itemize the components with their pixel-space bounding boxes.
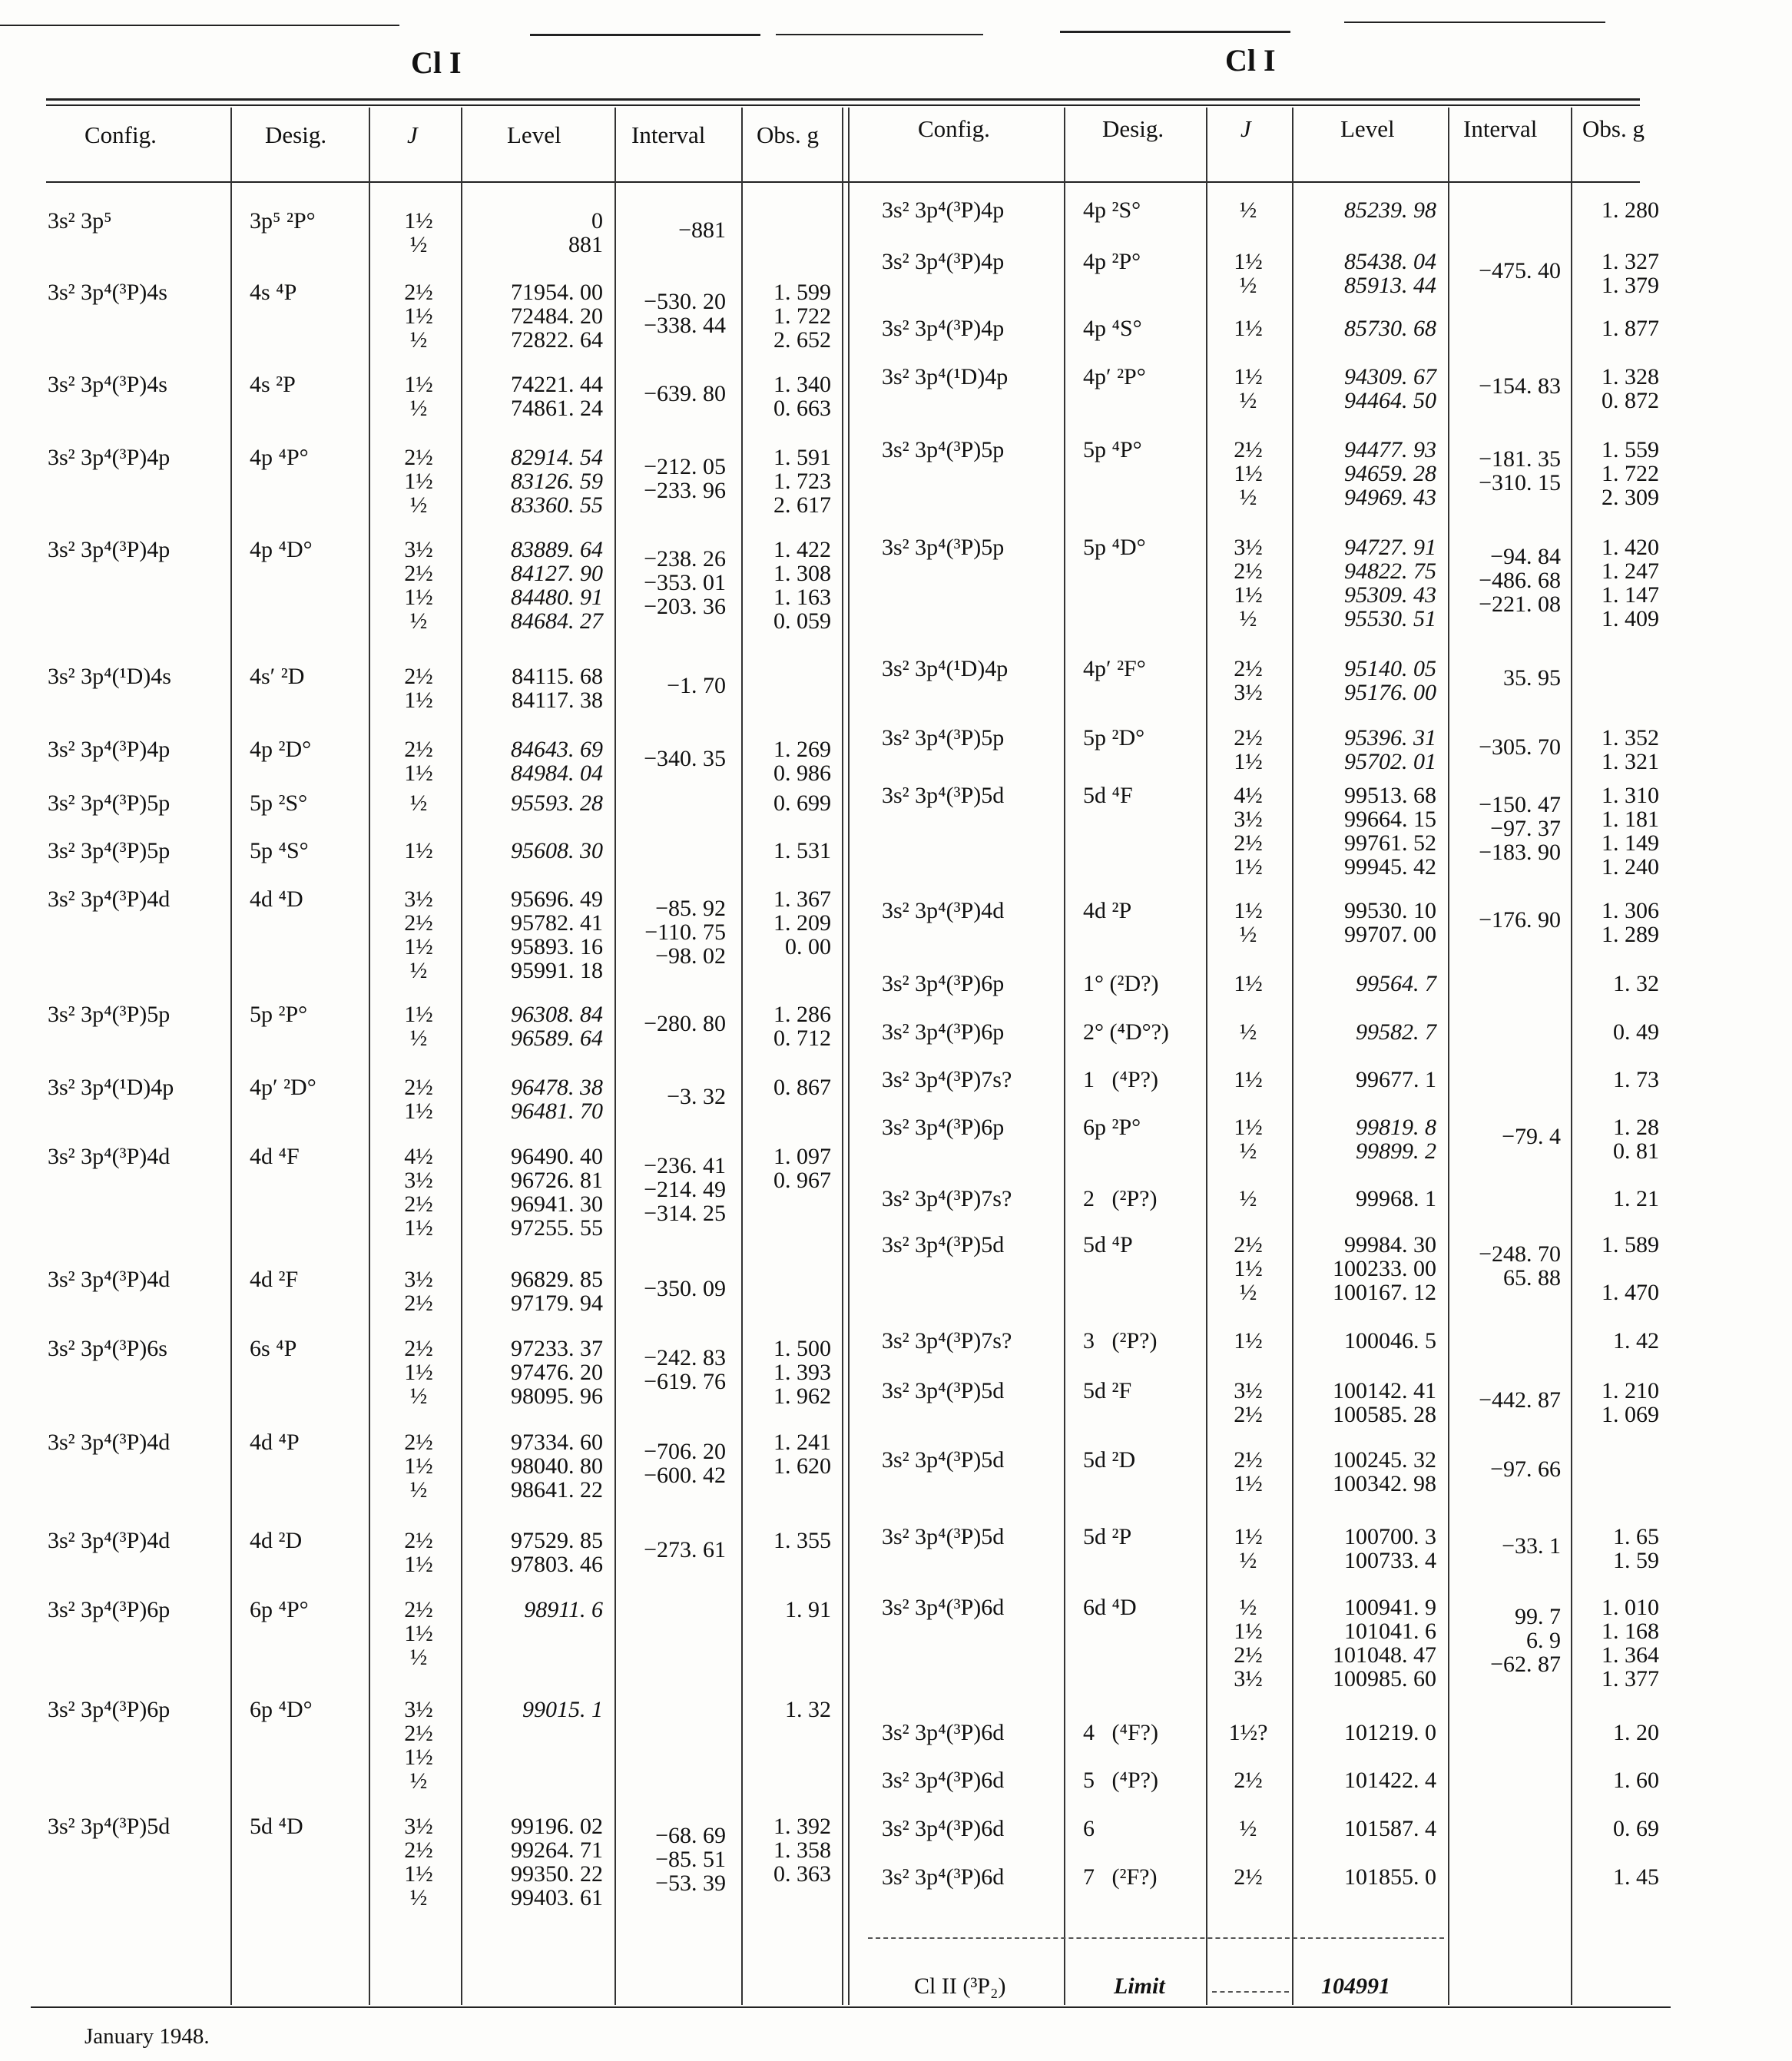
right-obs-g-cell: 0. 69 bbox=[1613, 1816, 1659, 1841]
sep-left-5 bbox=[741, 108, 743, 2005]
left-level-cell: 97233. 37 97476. 20 98095. 96 bbox=[511, 1336, 603, 1409]
right-interval-cell: −33. 1 bbox=[1502, 1533, 1561, 1559]
right-designation-cell: 5d ²D bbox=[1083, 1447, 1136, 1473]
left-config-cell: 3s² 3p⁴(³P)4d bbox=[48, 1267, 171, 1292]
right-interval-cell: 99. 7 6. 9 −62. 87 bbox=[1490, 1604, 1561, 1677]
sep-left-1 bbox=[230, 108, 232, 2005]
right-interval-cell: −475. 40 bbox=[1479, 258, 1561, 283]
left-level-cell: 99196. 02 99264. 71 99350. 22 99403. 61 bbox=[511, 1814, 603, 1910]
right-level-cell: 99984. 30 100233. 00 100167. 12 bbox=[1333, 1232, 1436, 1305]
right-j-value-cell: 2½ 1½ bbox=[1234, 1447, 1263, 1496]
sep-left-3 bbox=[461, 108, 462, 2005]
left-config-cell: 3s² 3p⁴(³P)4d bbox=[48, 1144, 171, 1169]
right-level-cell: 99582. 7 bbox=[1356, 1019, 1436, 1045]
right-level-cell: 94727. 91 94822. 75 95309. 43 95530. 51 bbox=[1344, 535, 1436, 631]
right-obs-g-cell: 1. 310 1. 181 1. 149 1. 240 bbox=[1602, 783, 1659, 880]
left-config-cell: 3s² 3p⁴(³P)4s bbox=[48, 372, 167, 397]
left-designation-cell: 4s ⁴P bbox=[250, 280, 297, 305]
right-level-cell: 100700. 3 100733. 4 bbox=[1344, 1524, 1436, 1573]
right-j-value-cell: 2½ 1½ bbox=[1234, 725, 1263, 774]
right-interval-cell: −181. 35 −310. 15 bbox=[1479, 446, 1561, 495]
right-j-value-cell: ½ bbox=[1239, 1186, 1257, 1211]
right-config-cell: 3s² 3p⁴(³P)4p bbox=[882, 249, 1005, 274]
left-designation-cell: 4p ⁴D° bbox=[250, 537, 313, 562]
right-level-cell: 94477. 93 94659. 28 94969. 43 bbox=[1344, 437, 1436, 510]
right-j-value-cell: 1½ ½ bbox=[1234, 1115, 1263, 1164]
left-config-cell: 3s² 3p⁴(³P)4p bbox=[48, 537, 171, 562]
left-obs-g-cell: 1. 599 1. 722 2. 652 bbox=[773, 280, 831, 353]
left-designation-cell: 4d ⁴F bbox=[250, 1144, 300, 1169]
left-obs-g-cell: 1. 367 1. 209 0. 00 bbox=[773, 886, 831, 959]
right-config-cell: 3s² 3p⁴(³P)7s? bbox=[882, 1186, 1012, 1211]
right-config-cell: 3s² 3p⁴(³P)4p bbox=[882, 197, 1005, 223]
right-config-cell: 3s² 3p⁴(³P)5d bbox=[882, 783, 1005, 808]
left-config-cell: 3s² 3p⁴(³P)4d bbox=[48, 1430, 171, 1455]
right-j-value-cell: ½ bbox=[1239, 1816, 1257, 1841]
right-j-value-cell: 1½ bbox=[1234, 1067, 1263, 1092]
right-level-cell: 85239. 98 bbox=[1344, 197, 1436, 223]
left-level-cell: 82914. 54 83126. 59 83360. 55 bbox=[511, 445, 603, 518]
left-obs-g-cell: 1. 32 bbox=[785, 1697, 831, 1722]
right-level-cell: 85730. 68 bbox=[1344, 316, 1436, 341]
limit-dash-2 bbox=[1212, 1991, 1289, 1993]
sep-left-2 bbox=[369, 108, 370, 2005]
header-top-rule bbox=[46, 98, 1640, 101]
left-designation-cell: 4d ⁴P bbox=[250, 1430, 300, 1455]
right-config-cell: 3s² 3p⁴(³P)6p bbox=[882, 971, 1005, 996]
right-j-value-cell: 2½ bbox=[1234, 1768, 1263, 1793]
right-config-cell: 3s² 3p⁴(³P)5p bbox=[882, 725, 1005, 751]
right-designation-cell: 3 (²P?) bbox=[1083, 1328, 1158, 1354]
left-j-value-cell: 2½ 1½ bbox=[404, 664, 433, 713]
right-level-cell: 101587. 4 bbox=[1344, 1816, 1436, 1841]
right-designation-cell: 4p′ ²P° bbox=[1083, 364, 1146, 389]
left-config-cell: 3s² 3p⁴(³P)4d bbox=[48, 1528, 171, 1553]
left-config-cell: 3s² 3p⁴(¹D)4p bbox=[48, 1075, 174, 1100]
right-level-cell: 85438. 04 85913. 44 bbox=[1344, 249, 1436, 298]
left-config-cell: 3s² 3p⁴(³P)6p bbox=[48, 1697, 171, 1722]
right-designation-cell: 2 (²P?) bbox=[1083, 1186, 1158, 1211]
right-level-cell: 101855. 0 bbox=[1344, 1864, 1436, 1890]
left-level-cell: 95608. 30 bbox=[511, 838, 603, 863]
left-interval-cell: −212. 05 −233. 96 bbox=[644, 454, 726, 503]
left-table-title: Cl I bbox=[411, 45, 462, 80]
left-j-value-cell: 4½ 3½ 2½ 1½ bbox=[404, 1144, 433, 1241]
right-obs-g-cell: 1. 328 0. 872 bbox=[1602, 364, 1659, 413]
left-level-cell: 84115. 68 84117. 38 bbox=[512, 664, 603, 713]
sep-right-1 bbox=[1064, 108, 1065, 2005]
left-obs-g-cell: 1. 531 bbox=[773, 838, 831, 863]
right-config-cell: 3s² 3p⁴(³P)6p bbox=[882, 1019, 1005, 1045]
sep-right-3 bbox=[1292, 108, 1293, 2005]
left-interval-cell: −3. 32 bbox=[667, 1084, 726, 1109]
hdr-g-left: Obs. g bbox=[757, 121, 819, 148]
right-interval-cell: −94. 84 −486. 68 −221. 08 bbox=[1479, 544, 1561, 617]
left-j-value-cell: 2½ 1½ bbox=[404, 737, 433, 786]
left-config-cell: 3s² 3p⁴(³P)4s bbox=[48, 280, 167, 305]
left-interval-cell: −639. 80 bbox=[644, 381, 726, 406]
right-obs-g-cell: 1. 73 bbox=[1613, 1067, 1659, 1092]
left-config-cell: 3s² 3p⁴(³P)5p bbox=[48, 838, 171, 863]
left-obs-g-cell: 1. 097 0. 967 bbox=[773, 1144, 831, 1193]
sep-mid-a bbox=[842, 108, 843, 2005]
left-interval-cell: −242. 83 −619. 76 bbox=[644, 1345, 726, 1394]
right-interval-cell: −154. 83 bbox=[1479, 373, 1561, 399]
right-j-value-cell: 1½ ½ bbox=[1234, 364, 1263, 413]
right-j-value-cell: 2½ bbox=[1234, 1864, 1263, 1890]
right-interval-cell: −248. 70 65. 88 bbox=[1479, 1241, 1561, 1291]
footer-date: January 1948. bbox=[84, 2024, 210, 2049]
right-designation-cell: 4 (⁴F?) bbox=[1083, 1720, 1158, 1745]
right-designation-cell: 1° (²D?) bbox=[1083, 971, 1159, 996]
right-level-cell: 101422. 4 bbox=[1344, 1768, 1436, 1793]
left-designation-cell: 4d ²D bbox=[250, 1528, 303, 1553]
right-level-cell: 95396. 31 95702. 01 bbox=[1344, 725, 1436, 774]
left-config-cell: 3s² 3p⁴(³P)5d bbox=[48, 1814, 171, 1839]
right-j-value-cell: 1½ bbox=[1234, 1328, 1263, 1354]
left-interval-cell: −340. 35 bbox=[644, 746, 726, 771]
hdr-interval-right: Interval bbox=[1463, 115, 1538, 142]
right-level-cell: 100941. 9 101041. 6 101048. 47 100985. 60 bbox=[1333, 1595, 1436, 1692]
right-j-value-cell: ½ bbox=[1239, 1019, 1257, 1045]
left-obs-g-cell: 1. 91 bbox=[785, 1597, 831, 1622]
right-config-cell: 3s² 3p⁴(³P)7s? bbox=[882, 1328, 1012, 1354]
right-level-cell: 100245. 32 100342. 98 bbox=[1333, 1447, 1436, 1496]
left-level-cell: 99015. 1 bbox=[522, 1697, 603, 1722]
left-designation-cell: 3p⁵ ²P° bbox=[250, 208, 316, 234]
right-config-cell: 3s² 3p⁴(³P)6d bbox=[882, 1768, 1005, 1793]
left-interval-cell: −68. 69 −85. 51 −53. 39 bbox=[655, 1823, 726, 1896]
right-obs-g-cell: 1. 60 bbox=[1613, 1768, 1659, 1793]
right-designation-cell: 5d ²F bbox=[1083, 1378, 1132, 1403]
right-obs-g-cell: 1. 28 0. 81 bbox=[1613, 1115, 1659, 1164]
right-j-value-cell: 1½ ½ bbox=[1234, 249, 1263, 298]
left-level-cell: 96478. 38 96481. 70 bbox=[511, 1075, 603, 1124]
right-level-cell: 94309. 67 94464. 50 bbox=[1344, 364, 1436, 413]
left-interval-cell: −280. 80 bbox=[644, 1011, 726, 1036]
right-config-cell: 3s² 3p⁴(³P)5p bbox=[882, 535, 1005, 560]
left-level-cell: 71954. 00 72484. 20 72822. 64 bbox=[511, 280, 603, 353]
left-level-cell: 96490. 40 96726. 81 96941. 30 97255. 55 bbox=[511, 1144, 603, 1241]
left-config-cell: 3s² 3p⁴(³P)5p bbox=[48, 1002, 171, 1027]
right-obs-g-cell: 1. 589 1. 470 bbox=[1602, 1232, 1659, 1305]
left-level-cell: 97529. 85 97803. 46 bbox=[511, 1528, 603, 1577]
limit-level: 104991 bbox=[1321, 1973, 1390, 1999]
left-level-cell: 0 881 bbox=[568, 208, 603, 257]
left-obs-g-cell: 1. 422 1. 308 1. 163 0. 059 bbox=[773, 537, 831, 634]
limit-config: Cl II (³P₂) bbox=[914, 1973, 1006, 1999]
left-interval-cell: −530. 20 −338. 44 bbox=[644, 289, 726, 338]
left-level-cell: 84643. 69 84984. 04 bbox=[511, 737, 603, 786]
left-obs-g-cell: 1. 340 0. 663 bbox=[773, 372, 831, 421]
left-j-value-cell: ½ bbox=[409, 790, 428, 816]
right-config-cell: 3s² 3p⁴(³P)6d bbox=[882, 1816, 1005, 1841]
right-config-cell: 3s² 3p⁴(³P)6d bbox=[882, 1864, 1005, 1890]
right-obs-g-cell: 1. 877 bbox=[1602, 316, 1659, 341]
right-designation-cell: 6p ²P° bbox=[1083, 1115, 1141, 1140]
right-j-value-cell: 1½? bbox=[1228, 1720, 1268, 1745]
right-obs-g-cell: 1. 010 1. 168 1. 364 1. 377 bbox=[1602, 1595, 1659, 1692]
right-level-cell: 99819. 8 99899. 2 bbox=[1356, 1115, 1436, 1164]
left-designation-cell: 5p ²P° bbox=[250, 1002, 308, 1027]
left-j-value-cell: 3½ 2½ 1½ ½ bbox=[404, 1697, 433, 1794]
left-config-cell: 3s² 3p⁴(³P)6p bbox=[48, 1597, 171, 1622]
hdr-j-right: J bbox=[1240, 115, 1251, 142]
right-obs-g-cell: 1. 42 bbox=[1613, 1328, 1659, 1354]
right-obs-g-cell: 1. 45 bbox=[1613, 1864, 1659, 1890]
left-designation-cell: 4d ⁴D bbox=[250, 886, 303, 912]
sep-left-4 bbox=[614, 108, 616, 2005]
right-designation-cell: 1 (⁴P?) bbox=[1083, 1067, 1158, 1092]
hdr-desig-left: Desig. bbox=[265, 121, 327, 148]
right-level-cell: 99513. 68 99664. 15 99761. 52 99945. 42 bbox=[1344, 783, 1436, 880]
left-config-cell: 3s² 3p⁴(³P)4d bbox=[48, 886, 171, 912]
right-j-value-cell: 2½ 3½ bbox=[1234, 656, 1263, 705]
right-config-cell: 3s² 3p⁴(³P)6p bbox=[882, 1115, 1005, 1140]
left-level-cell: 96308. 84 96589. 64 bbox=[511, 1002, 603, 1051]
left-j-value-cell: 2½ 1½ ½ bbox=[404, 445, 433, 518]
right-level-cell: 100142. 41 100585. 28 bbox=[1333, 1378, 1436, 1427]
right-obs-g-cell: 1. 20 bbox=[1613, 1720, 1659, 1745]
right-designation-cell: 5d ²P bbox=[1083, 1524, 1132, 1549]
right-designation-cell: 4p ²P° bbox=[1083, 249, 1141, 274]
left-interval-cell: −236. 41 −214. 49 −314. 25 bbox=[644, 1153, 726, 1226]
left-j-value-cell: 1½ bbox=[404, 838, 433, 863]
left-j-value-cell: 2½ 1½ ½ bbox=[404, 280, 433, 353]
right-designation-cell: 4d ²P bbox=[1083, 898, 1132, 923]
right-j-value-cell: 1½ bbox=[1234, 316, 1263, 341]
left-j-value-cell: 3½ 2½ 1½ ½ bbox=[404, 537, 433, 634]
right-j-value-cell: 3½ 2½ 1½ ½ bbox=[1234, 535, 1263, 631]
sep-mid-b bbox=[848, 108, 850, 2005]
right-level-cell: 95140. 05 95176. 00 bbox=[1344, 656, 1436, 705]
right-designation-cell: 6d ⁴D bbox=[1083, 1595, 1137, 1620]
left-designation-cell: 6p ⁴P° bbox=[250, 1597, 309, 1622]
left-obs-g-cell: 0. 867 bbox=[773, 1075, 831, 1100]
right-config-cell: 3s² 3p⁴(³P)6d bbox=[882, 1595, 1005, 1620]
right-designation-cell: 4p ⁴S° bbox=[1083, 316, 1142, 341]
right-designation-cell: 4p ²S° bbox=[1083, 197, 1141, 223]
right-obs-g-cell: 1. 21 bbox=[1613, 1186, 1659, 1211]
left-level-cell: 95696. 49 95782. 41 95893. 16 95991. 18 bbox=[511, 886, 603, 983]
right-designation-cell: 5p ⁴D° bbox=[1083, 535, 1146, 560]
left-level-cell: 96829. 85 97179. 94 bbox=[511, 1267, 603, 1316]
hdr-level-left: Level bbox=[507, 121, 561, 148]
left-interval-cell: −273. 61 bbox=[644, 1537, 726, 1562]
left-j-value-cell: 2½ 1½ ½ bbox=[404, 1597, 433, 1670]
left-config-cell: 3s² 3p⁴(³P)5p bbox=[48, 790, 171, 816]
left-interval-cell: −238. 26 −353. 01 −203. 36 bbox=[644, 546, 726, 619]
header-top-rule-b bbox=[46, 104, 1640, 106]
right-designation-cell: 6 bbox=[1083, 1816, 1095, 1841]
right-designation-cell: 5d ⁴F bbox=[1083, 783, 1133, 808]
left-interval-cell: −350. 09 bbox=[644, 1276, 726, 1301]
left-j-value-cell: 2½ 1½ bbox=[404, 1528, 433, 1577]
left-designation-cell: 5p ⁴S° bbox=[250, 838, 309, 863]
left-j-value-cell: 3½ 2½ 1½ ½ bbox=[404, 1814, 433, 1910]
left-designation-cell: 6p ⁴D° bbox=[250, 1697, 313, 1722]
left-obs-g-cell: 1. 500 1. 393 1. 962 bbox=[773, 1336, 831, 1409]
hdr-config-right: Config. bbox=[918, 115, 990, 142]
right-obs-g-cell: 1. 306 1. 289 bbox=[1602, 898, 1659, 947]
sep-right-2 bbox=[1206, 108, 1207, 2005]
left-level-cell: 83889. 64 84127. 90 84480. 91 84684. 27 bbox=[511, 537, 603, 634]
right-j-value-cell: 2½ 1½ ½ bbox=[1234, 437, 1263, 510]
right-j-value-cell: 3½ 2½ bbox=[1234, 1378, 1263, 1427]
right-interval-cell: −150. 47 −97. 37 −183. 90 bbox=[1479, 792, 1561, 865]
sep-right-5 bbox=[1571, 108, 1572, 2005]
limit-desig: Limit bbox=[1114, 1973, 1165, 1999]
left-interval-cell: −85. 92 −110. 75 −98. 02 bbox=[644, 896, 726, 969]
right-interval-cell: 35. 95 bbox=[1503, 665, 1561, 691]
left-interval-cell: −706. 20 −600. 42 bbox=[644, 1439, 726, 1488]
left-obs-g-cell: 1. 269 0. 986 bbox=[773, 737, 831, 786]
right-obs-g-cell: 1. 559 1. 722 2. 309 bbox=[1602, 437, 1659, 510]
left-j-value-cell: 1½ ½ bbox=[404, 372, 433, 421]
right-j-value-cell: 4½ 3½ 2½ 1½ bbox=[1234, 783, 1263, 880]
right-obs-g-cell: 1. 280 bbox=[1602, 197, 1659, 223]
hdr-config-left: Config. bbox=[84, 121, 157, 148]
left-designation-cell: 6s ⁴P bbox=[250, 1336, 297, 1361]
right-designation-cell: 5 (⁴P?) bbox=[1083, 1768, 1158, 1793]
left-designation-cell: 4p ²D° bbox=[250, 737, 312, 762]
left-config-cell: 3s² 3p⁴(³P)4p bbox=[48, 445, 171, 470]
hdr-level-right: Level bbox=[1340, 115, 1395, 142]
right-j-value-cell: 1½ ½ bbox=[1234, 898, 1263, 947]
hdr-g-right: Obs. g bbox=[1582, 115, 1645, 142]
right-obs-g-cell: 1. 327 1. 379 bbox=[1602, 249, 1659, 298]
right-level-cell: 99677. 1 bbox=[1356, 1067, 1436, 1092]
left-level-cell: 74221. 44 74861. 24 bbox=[511, 372, 603, 421]
right-level-cell: 99530. 10 99707. 00 bbox=[1344, 898, 1436, 947]
left-designation-cell: 4p′ ²D° bbox=[250, 1075, 316, 1100]
left-obs-g-cell: 1. 591 1. 723 2. 617 bbox=[773, 445, 831, 518]
limit-dash-1 bbox=[868, 1937, 1444, 1939]
right-config-cell: 3s² 3p⁴(³P)5d bbox=[882, 1447, 1005, 1473]
right-config-cell: 3s² 3p⁴(¹D)4p bbox=[882, 656, 1009, 681]
right-obs-g-cell: 0. 49 bbox=[1613, 1019, 1659, 1045]
right-j-value-cell: ½ bbox=[1239, 197, 1257, 223]
right-designation-cell: 5p ⁴P° bbox=[1083, 437, 1142, 462]
right-level-cell: 100046. 5 bbox=[1344, 1328, 1436, 1354]
left-config-cell: 3s² 3p⁵ bbox=[48, 208, 112, 234]
left-j-value-cell: 1½ ½ bbox=[404, 1002, 433, 1051]
left-level-cell: 97334. 60 98040. 80 98641. 22 bbox=[511, 1430, 603, 1503]
right-obs-g-cell: 1. 210 1. 069 bbox=[1602, 1378, 1659, 1427]
right-level-cell: 99968. 1 bbox=[1356, 1186, 1436, 1211]
left-j-value-cell: 3½ 2½ bbox=[404, 1267, 433, 1316]
right-obs-g-cell: 1. 65 1. 59 bbox=[1613, 1524, 1659, 1573]
right-interval-cell: −305. 70 bbox=[1479, 734, 1561, 760]
left-config-cell: 3s² 3p⁴(³P)6s bbox=[48, 1336, 167, 1361]
right-config-cell: 3s² 3p⁴(³P)4p bbox=[882, 316, 1005, 341]
right-level-cell: 99564. 7 bbox=[1356, 971, 1436, 996]
right-config-cell: 3s² 3p⁴(³P)5d bbox=[882, 1232, 1005, 1257]
right-config-cell: 3s² 3p⁴(³P)6d bbox=[882, 1720, 1005, 1745]
hdr-j-left: J bbox=[407, 121, 418, 148]
right-j-value-cell: ½ 1½ 2½ 3½ bbox=[1234, 1595, 1263, 1692]
right-interval-cell: −97. 66 bbox=[1490, 1456, 1561, 1482]
right-designation-cell: 5d ⁴P bbox=[1083, 1232, 1133, 1257]
left-obs-g-cell: 1. 241 1. 620 bbox=[773, 1430, 831, 1479]
left-obs-g-cell: 1. 355 bbox=[773, 1528, 831, 1553]
left-j-value-cell: 3½ 2½ 1½ ½ bbox=[404, 886, 433, 983]
left-designation-cell: 4p ⁴P° bbox=[250, 445, 309, 470]
left-config-cell: 3s² 3p⁴(³P)4p bbox=[48, 737, 171, 762]
top-rule-5 bbox=[1344, 22, 1605, 23]
left-j-value-cell: 2½ 1½ ½ bbox=[404, 1430, 433, 1503]
left-designation-cell: 4s′ ²D bbox=[250, 664, 305, 689]
right-designation-cell: 2° (⁴D°?) bbox=[1083, 1019, 1169, 1045]
left-designation-cell: 4s ²P bbox=[250, 372, 296, 397]
left-level-cell: 98911. 6 bbox=[524, 1597, 603, 1622]
right-designation-cell: 4p′ ²F° bbox=[1083, 656, 1146, 681]
top-rule-3 bbox=[776, 34, 983, 35]
right-designation-cell: 5p ²D° bbox=[1083, 725, 1145, 751]
left-obs-g-cell: 1. 392 1. 358 0. 363 bbox=[773, 1814, 831, 1887]
right-config-cell: 3s² 3p⁴(³P)4d bbox=[882, 898, 1005, 923]
top-rule-1 bbox=[0, 25, 399, 26]
left-obs-g-cell: 0. 699 bbox=[773, 790, 831, 816]
right-table-title: Cl I bbox=[1225, 43, 1276, 78]
right-obs-g-cell: 1. 352 1. 321 bbox=[1602, 725, 1659, 774]
right-level-cell: 101219. 0 bbox=[1344, 1720, 1436, 1745]
right-interval-cell: −442. 87 bbox=[1479, 1387, 1561, 1413]
right-config-cell: 3s² 3p⁴(³P)5d bbox=[882, 1378, 1005, 1403]
left-obs-g-cell: 1. 286 0. 712 bbox=[773, 1002, 831, 1051]
right-config-cell: 3s² 3p⁴(¹D)4p bbox=[882, 364, 1009, 389]
sep-right-4 bbox=[1448, 108, 1449, 2005]
right-config-cell: 3s² 3p⁴(³P)5p bbox=[882, 437, 1005, 462]
left-config-cell: 3s² 3p⁴(¹D)4s bbox=[48, 664, 171, 689]
right-obs-g-cell: 1. 420 1. 247 1. 147 1. 409 bbox=[1602, 535, 1659, 631]
left-designation-cell: 4d ²F bbox=[250, 1267, 299, 1292]
right-config-cell: 3s² 3p⁴(³P)7s? bbox=[882, 1067, 1012, 1092]
right-j-value-cell: 2½ 1½ ½ bbox=[1234, 1232, 1263, 1305]
left-j-value-cell: 2½ 1½ ½ bbox=[404, 1336, 433, 1409]
bottom-rule bbox=[31, 2006, 1671, 2008]
hdr-interval-left: Interval bbox=[631, 121, 706, 148]
top-rule-4 bbox=[1060, 31, 1290, 33]
left-interval-cell: −1. 70 bbox=[667, 673, 726, 698]
left-designation-cell: 5d ⁴D bbox=[250, 1814, 303, 1839]
top-rule-2 bbox=[530, 34, 760, 36]
left-interval-cell: −881 bbox=[678, 217, 726, 243]
hdr-desig-right: Desig. bbox=[1102, 115, 1164, 142]
right-interval-cell: −176. 90 bbox=[1479, 907, 1561, 933]
left-j-value-cell: 2½ 1½ bbox=[404, 1075, 433, 1124]
right-designation-cell: 7 (²F?) bbox=[1083, 1864, 1158, 1890]
right-j-value-cell: 1½ ½ bbox=[1234, 1524, 1263, 1573]
right-obs-g-cell: 1. 32 bbox=[1613, 971, 1659, 996]
right-interval-cell: −79. 4 bbox=[1502, 1124, 1561, 1149]
left-level-cell: 95593. 28 bbox=[511, 790, 603, 816]
right-config-cell: 3s² 3p⁴(³P)5d bbox=[882, 1524, 1005, 1549]
left-j-value-cell: 1½ ½ bbox=[404, 208, 433, 257]
right-j-value-cell: 1½ bbox=[1234, 971, 1263, 996]
left-designation-cell: 5p ²S° bbox=[250, 790, 308, 816]
